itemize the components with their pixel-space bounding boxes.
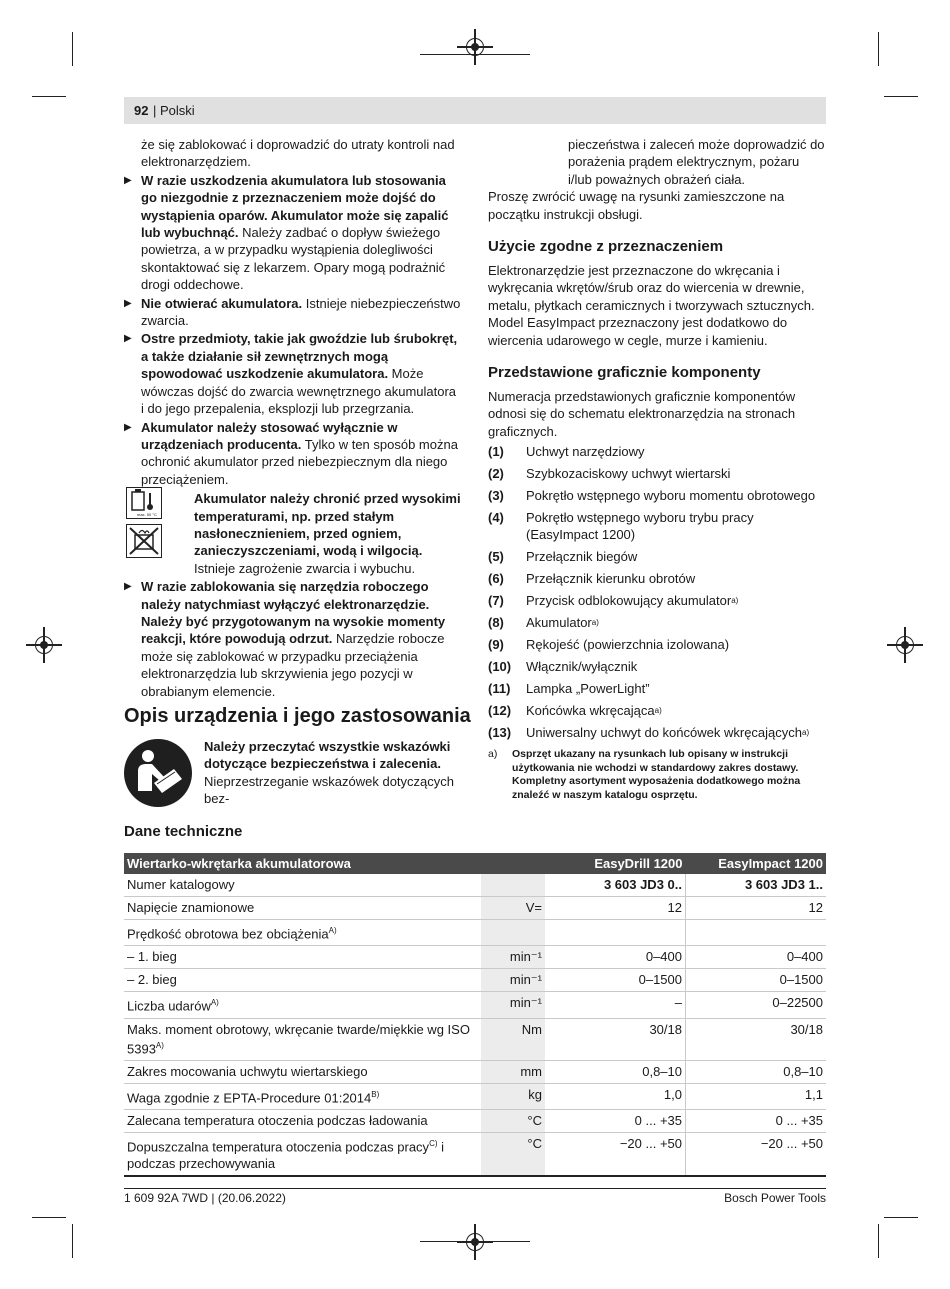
bullet-text: Narzędzie robocze może się zablokować w przypadku przeciążenia elektronarzędzia lub skrzywienia jego pozycji w obrabianym elemencie. — [141, 631, 445, 699]
table-cell-label — [124, 1083, 481, 1109]
component-number: (11) — [488, 681, 511, 697]
table-header-cell — [481, 853, 545, 874]
footnote-marker: a) — [591, 618, 599, 628]
heading-intended-use: Użycie zgodne z przeznaczeniem — [488, 238, 724, 256]
heading-components: Przedstawione graficznie komponenty — [488, 364, 761, 382]
table-cell-value — [686, 920, 827, 946]
table-cell-unit — [481, 874, 545, 897]
table-row — [124, 969, 826, 992]
list-item — [488, 590, 826, 612]
bullet-bold: W razie zablokowania się narzędzia roboczego należy natychmiast wyłączyć elektronarzędzie. Należy być przygotowanym na wysokie momenty reakcji, które powodują odrzut. — [141, 579, 446, 647]
component-label: Rękojeść (powierzchnia izolowana) — [526, 637, 730, 653]
row-label: – 2. bieg — [127, 972, 177, 988]
list-item — [488, 722, 826, 744]
table-cell-label — [124, 969, 481, 992]
header-language: Polski — [160, 103, 195, 118]
table-cell-value — [545, 920, 686, 946]
table-cell-value: – — [545, 992, 686, 1018]
tech-data-table — [124, 853, 826, 1177]
crop-mark — [32, 1217, 66, 1218]
list-item — [488, 656, 826, 678]
component-number: (6) — [488, 571, 504, 587]
table-row — [124, 992, 826, 1018]
row-label: Prędkość obrotowa bez obciążenia — [127, 926, 329, 942]
table-row — [124, 874, 826, 897]
intended-use-text: Elektronarzędzie jest przeznaczone do wkręcania i wykręcania wkrętów/śrub oraz do wiercenia w drewnie, metalu, płytkach ceramicznych i tworzywach sztucznych. Model EasyImpact przeznaczony jest dodatkowo do wiercenia udarowego w cegle, murze i kamieniu. — [488, 263, 815, 348]
table-cell-value: 0–1500 — [545, 969, 686, 992]
table-cell-value: 12 — [686, 897, 827, 920]
table-cell-value: 0,8–10 — [545, 1060, 686, 1083]
list-item — [488, 463, 826, 485]
temperature-warning-icon — [126, 487, 162, 519]
row-label: Numer katalogowy — [127, 877, 235, 892]
safety-bullet — [124, 330, 462, 417]
header-separator: | — [153, 103, 157, 118]
list-item — [488, 634, 826, 656]
no-fire-water-icon — [126, 524, 162, 558]
row-label: Liczba udarów — [127, 998, 211, 1014]
table-cell-label — [124, 946, 481, 969]
table-cell-value: −20 ... +50 — [686, 1133, 827, 1176]
icon-note-text: Istnieje zagrożenie zwarcia i wybuchu. — [194, 560, 416, 576]
table-cell-value: 0 ... +35 — [686, 1110, 827, 1133]
registration-mark-icon — [466, 38, 484, 56]
tech-data-heading: Dane techniczne — [124, 823, 243, 840]
component-number: (8) — [488, 615, 504, 631]
safety-bullet — [124, 295, 462, 330]
list-item — [488, 700, 826, 722]
component-label: Końcówka wkręcająca — [526, 703, 655, 719]
list-item — [488, 568, 826, 590]
table-cell-value: 3 603 JD3 0.. — [545, 874, 686, 897]
footer-brand: Bosch Power Tools — [724, 1191, 826, 1205]
footnote-marker: a) — [802, 728, 810, 738]
row-label: Zalecana temperatura otoczenia podczas ładowania — [127, 1113, 428, 1129]
component-number: (13) — [488, 725, 512, 741]
table-cell-label — [124, 897, 481, 920]
components-list — [488, 441, 826, 744]
component-label: Szybkozaciskowy uchwyt wiertarski — [526, 466, 731, 482]
continued-text: pieczeństwa i zaleceń może doprowadzić do porażenia prądem elektrycznym, pożaru i/lub poważnych obrażeń ciała. — [568, 137, 825, 187]
bullet-text: Należy zadbać o dopływ świeżego powietrza, a w przypadku wystąpienia dolegliwości skontaktować się z lekarzem. Opary mogą podrażnić drogi oddechowe. — [141, 225, 446, 293]
page-number: 92 — [134, 103, 149, 118]
component-number: (1) — [488, 444, 504, 460]
footnote-mark: a) — [488, 748, 498, 761]
intro-text: że się zablokować i doprowadzić do utraty kontroli nad elektronarzędziem. — [141, 137, 455, 170]
component-label: Akumulator — [526, 615, 592, 631]
table-row — [124, 920, 826, 946]
table-cell-unit: °C — [481, 1133, 545, 1176]
crop-mark — [72, 1224, 73, 1258]
list-item — [488, 441, 826, 463]
table-cell-unit: min⁻¹ — [481, 946, 545, 969]
table-row — [124, 1083, 826, 1109]
table-header-cell: EasyImpact 1200 — [686, 853, 827, 874]
table-cell-value: 1,0 — [545, 1083, 686, 1109]
registration-mark-icon — [35, 636, 53, 654]
icon-note-bold: Akumulator należy chronić przed wysokimi temperaturami, np. przed stałym nasłonecznieniem, przed ogniem, zanieczyszczeniami, wodą i wilgocią. — [194, 491, 461, 559]
component-label: Włącznik/wyłącznik — [526, 659, 638, 675]
table-cell-label — [124, 920, 481, 946]
read-manual-icon — [124, 739, 192, 807]
footer-doc-id: 1 609 92A 7WD | (20.06.2022) — [124, 1191, 286, 1205]
table-cell-label — [124, 1060, 481, 1083]
bullet-bold: Akumulator należy stosować wyłącznie w urządzeniach producenta. — [141, 419, 398, 452]
table-cell-value: 1,1 — [686, 1083, 827, 1109]
row-label-continued: i podczas przechowywania — [127, 1139, 445, 1171]
footnote-marker: a) — [731, 596, 739, 606]
crop-mark — [884, 96, 918, 97]
table-cell-unit: min⁻¹ — [481, 992, 545, 1018]
table-cell-label — [124, 1110, 481, 1133]
table-row — [124, 1018, 826, 1060]
component-number: (7) — [488, 593, 504, 609]
table-cell-unit: mm — [481, 1060, 545, 1083]
component-label: Przełącznik biegów — [526, 549, 638, 565]
table-cell-label — [124, 874, 481, 897]
list-item — [488, 546, 826, 568]
footnote-marker: A) — [328, 926, 337, 935]
crop-mark — [878, 1224, 879, 1258]
component-number: (9) — [488, 637, 504, 653]
table-cell-value: −20 ... +50 — [545, 1133, 686, 1176]
table-cell-value: 12 — [545, 897, 686, 920]
table-cell-value: 3 603 JD3 1.. — [686, 874, 827, 897]
component-number: (3) — [488, 488, 504, 504]
crop-mark — [878, 32, 879, 66]
bullet-bold: W razie uszkodzenia akumulatora lub stosowania go niezgodnie z przeznaczeniem może dojść do wystąpienia oparów. Akumulator może się zapalić lub wybuchnąć. — [141, 172, 449, 241]
component-label: Pokrętło wstępnego wyboru trybu pracy (EasyImpact 1200) — [526, 510, 754, 543]
table-cell-value: 0–1500 — [686, 969, 827, 992]
bullet-text: Może wówczas dojść do zwarcia wewnętrznego akumulatora i do jego przepalenia, eksplozji lub przegrzania. — [141, 366, 457, 417]
row-label: Maks. moment obrotowy, wkręcanie twarde/miękkie wg ISO 5393 — [127, 1021, 470, 1056]
table-cell-value: 0–400 — [545, 946, 686, 969]
registration-mark-icon — [466, 1233, 484, 1251]
component-number: (5) — [488, 549, 504, 565]
registration-mark-icon — [896, 636, 914, 654]
read-note-text: Nieprzestrzeganie wskazówek dotyczących bez- — [204, 773, 454, 807]
read-note-bold: Należy przeczytać wszystkie wskazówki dotyczące bezpieczeństwa i zalecenia. — [204, 739, 451, 772]
component-number: (4) — [488, 510, 504, 526]
row-label: Dopuszczalna temperatura otoczenia podczas pracy — [127, 1139, 430, 1155]
table-cell-unit: kg — [481, 1083, 545, 1109]
table-row — [124, 1133, 826, 1176]
table-cell-label — [124, 1018, 481, 1060]
footnote-marker: B) — [371, 1089, 380, 1099]
table-cell-unit: Nm — [481, 1018, 545, 1060]
component-number: (10) — [488, 659, 512, 675]
footer-rule — [124, 1188, 826, 1189]
component-number: (12) — [488, 703, 512, 719]
footnote-marker: C) — [429, 1139, 438, 1149]
table-cell-unit — [481, 920, 545, 946]
temperature-icon-label: max. 50 °C — [137, 512, 157, 517]
component-label: Przycisk odblokowujący akumulator — [526, 593, 732, 609]
table-header-cell: Wiertarko-wkrętarka akumulatorowa — [124, 853, 481, 874]
bullet-bold: Nie otwierać akumulatora. — [141, 295, 303, 311]
row-label: Waga zgodnie z EPTA-Procedure 01:2014 — [127, 1090, 372, 1106]
safety-bullet — [124, 578, 462, 700]
table-cell-label — [124, 992, 481, 1018]
left-column — [124, 136, 462, 701]
safety-bullet — [124, 172, 462, 294]
table-row — [124, 946, 826, 969]
safety-bullet — [124, 419, 462, 489]
component-label: Pokrętło wstępnego wyboru momentu obrotowego — [526, 488, 816, 504]
list-item — [488, 612, 826, 634]
footnote-marker: A) — [155, 1040, 164, 1050]
component-label: Uniwersalny uchwyt do końcówek wkręcających — [526, 725, 803, 741]
list-item — [488, 678, 826, 700]
right-column — [488, 136, 826, 802]
table-cell-unit: °C — [481, 1110, 545, 1133]
section-title: Opis urządzenia i jego zastosowania — [124, 705, 471, 727]
row-label: Napięcie znamionowe — [127, 900, 255, 915]
table-cell-value: 0,8–10 — [686, 1060, 827, 1083]
footnote-marker: A) — [210, 998, 219, 1008]
crop-mark — [884, 1217, 918, 1218]
table-cell-value: 30/18 — [545, 1018, 686, 1060]
component-label: Przełącznik kierunku obrotów — [526, 571, 696, 587]
row-label: Zakres mocowania uchwytu wiertarskiego — [127, 1063, 368, 1079]
component-number: (2) — [488, 466, 504, 482]
list-item — [488, 507, 826, 546]
crop-mark — [72, 32, 73, 66]
page-header — [124, 97, 826, 124]
footnote — [488, 748, 826, 802]
table-cell-value: 0–400 — [686, 946, 827, 969]
table-cell-label — [124, 1133, 481, 1176]
bullet-text: Tylko w ten sposób można ochronić akumulator przed niebezpiecznym dla niego przeciążeniem. — [141, 436, 458, 487]
table-cell-value: 0 ... +35 — [545, 1110, 686, 1133]
list-item — [488, 485, 826, 507]
read-note — [204, 738, 456, 808]
table-row — [124, 897, 826, 920]
bullet-text: Istnieje niebezpieczeństwo zwarcia. — [141, 295, 461, 329]
components-intro: Numeracja przedstawionych graficznie komponentów odnosi się do schematu elektronarzędzia na stronach graficznych. — [488, 389, 796, 439]
component-label: Lampka „PowerLight” — [526, 681, 650, 697]
footnote-text: Osprzęt ukazany na rysunkach lub opisany w instrukcji użytkowania nie wchodzi w standardowy zakres dostawy. Kompletny asortyment wyposażenia dodatkowego można znaleźć w naszym katalogu osprzętu. — [512, 748, 801, 801]
figures-note: Proszę zwrócić uwagę na rysunki zamieszczone na początku instrukcji obsługi. — [488, 189, 785, 222]
table-header-row — [124, 853, 826, 874]
table-row — [124, 1110, 826, 1133]
table-row — [124, 1060, 826, 1083]
component-label: Uchwyt narzędziowy — [526, 444, 645, 460]
table-cell-value: 0–22500 — [686, 992, 827, 1018]
table-header-cell: EasyDrill 1200 — [545, 853, 686, 874]
table-cell-unit: min⁻¹ — [481, 969, 545, 992]
footnote-marker: a) — [654, 706, 662, 716]
battery-icon-note — [124, 490, 462, 578]
crop-mark — [32, 96, 66, 97]
bullet-bold: Ostre przedmioty, takie jak gwoździe lub śrubokręt, a także działanie sił zewnętrznych mogą spowodować uszkodzenie akumulatora. — [141, 331, 458, 382]
table-cell-unit: V= — [481, 897, 545, 920]
row-label: – 1. bieg — [127, 949, 177, 965]
table-cell-value: 30/18 — [686, 1018, 827, 1060]
